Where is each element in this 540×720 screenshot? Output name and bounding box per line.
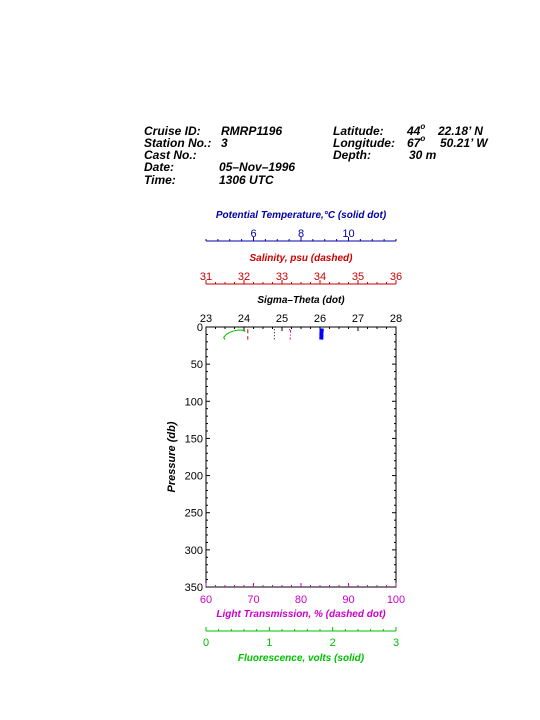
latitude-label: Latitude: <box>333 124 384 138</box>
pressure-tick-label: 200 <box>184 470 203 483</box>
date-label: Date: <box>144 160 175 174</box>
time-label: Time: <box>144 173 176 187</box>
temperature-tick-label: 6 <box>250 228 257 240</box>
temperature-axis <box>206 210 396 241</box>
longitude-minutes: 50.21’ W <box>440 136 488 150</box>
fluor-tick-label: 1 <box>266 637 273 649</box>
plot-frame <box>206 327 396 587</box>
pressure-tick-label: 50 <box>190 359 203 372</box>
temperature-tick-label: 10 <box>342 228 355 240</box>
cast-label: Cast No.: <box>144 148 197 162</box>
light-tick-label: 80 <box>294 594 308 606</box>
light-tick-label: 90 <box>342 594 355 606</box>
sigma-tick-label: 25 <box>275 313 289 325</box>
fluor-tick-label: 0 <box>202 637 210 649</box>
depth-value: 30 m <box>409 148 437 162</box>
pressure-tick-label: 100 <box>184 396 203 409</box>
sigma-tick-label: 23 <box>199 313 213 325</box>
salinity-tick-label: 32 <box>237 271 251 283</box>
temperature-profile <box>321 329 322 340</box>
light-tick-label: 60 <box>199 594 213 606</box>
pressure-axis <box>166 322 396 594</box>
station-value: 3 <box>221 136 228 150</box>
temperature-tick-label: 8 <box>297 228 305 240</box>
light-tick-label: 70 <box>247 594 260 606</box>
sigma-tick-label: 28 <box>389 313 403 325</box>
salinity-tick-label: 34 <box>313 271 327 283</box>
salinity-tick-label: 35 <box>351 271 365 283</box>
light-profile <box>289 329 291 339</box>
latitude-deg-value: 44 <box>407 124 421 138</box>
salinity-tick-label: 36 <box>389 271 403 283</box>
fluor-profile <box>224 330 246 340</box>
latitude-minutes: 22.18’ N <box>438 124 483 138</box>
longitude-degree-mark: o <box>420 134 426 143</box>
light-axis-title: Light Transmission, % (dashed dot) <box>216 609 386 620</box>
sigma-axis <box>200 295 402 331</box>
pressure-tick-label: 250 <box>184 507 203 520</box>
fluor-axis-title: Fluorescence, volts (solid) <box>237 653 365 664</box>
sigma-tick-label: 26 <box>313 313 327 325</box>
fluor-axis <box>203 627 399 664</box>
salinity-tick-label: 31 <box>199 271 213 283</box>
longitude-label: Longitude: <box>333 136 395 150</box>
depth-label: Depth: <box>333 148 371 162</box>
station-label: Station No.: <box>144 136 212 150</box>
fluor-tick-label: 3 <box>392 637 400 649</box>
light-axis <box>200 583 405 620</box>
temperature-axis-title: Potential Temperature,°C (solid dot) <box>215 210 387 221</box>
salinity-axis <box>200 253 402 284</box>
longitude-deg-value: 67 <box>407 136 421 150</box>
salinity-axis-title: Salinity, psu (dashed) <box>249 253 353 264</box>
light-tick-label: 100 <box>386 594 406 606</box>
cruise-id-label: Cruise ID: <box>144 124 201 138</box>
pressure-tick-label: 150 <box>184 433 203 446</box>
pressure-tick-label: 350 <box>184 582 203 594</box>
fluor-tick-label: 2 <box>329 637 336 649</box>
latitude-degree-mark: o <box>420 122 426 131</box>
date-value: 05–Nov–1996 <box>219 160 296 174</box>
pressure-axis-title: Pressure (db) <box>166 421 178 493</box>
time-value: 1306 UTC <box>219 173 274 187</box>
cruise-id-value: RMRP1196 <box>221 124 283 138</box>
pressure-tick-label: 0 <box>196 322 203 334</box>
sigma-tick-label: 24 <box>237 313 251 325</box>
sigma-axis-title: Sigma–Theta (dot) <box>257 295 345 306</box>
pressure-tick-label: 300 <box>184 544 203 557</box>
salinity-tick-label: 33 <box>275 271 289 283</box>
sigma-tick-label: 27 <box>351 313 365 325</box>
